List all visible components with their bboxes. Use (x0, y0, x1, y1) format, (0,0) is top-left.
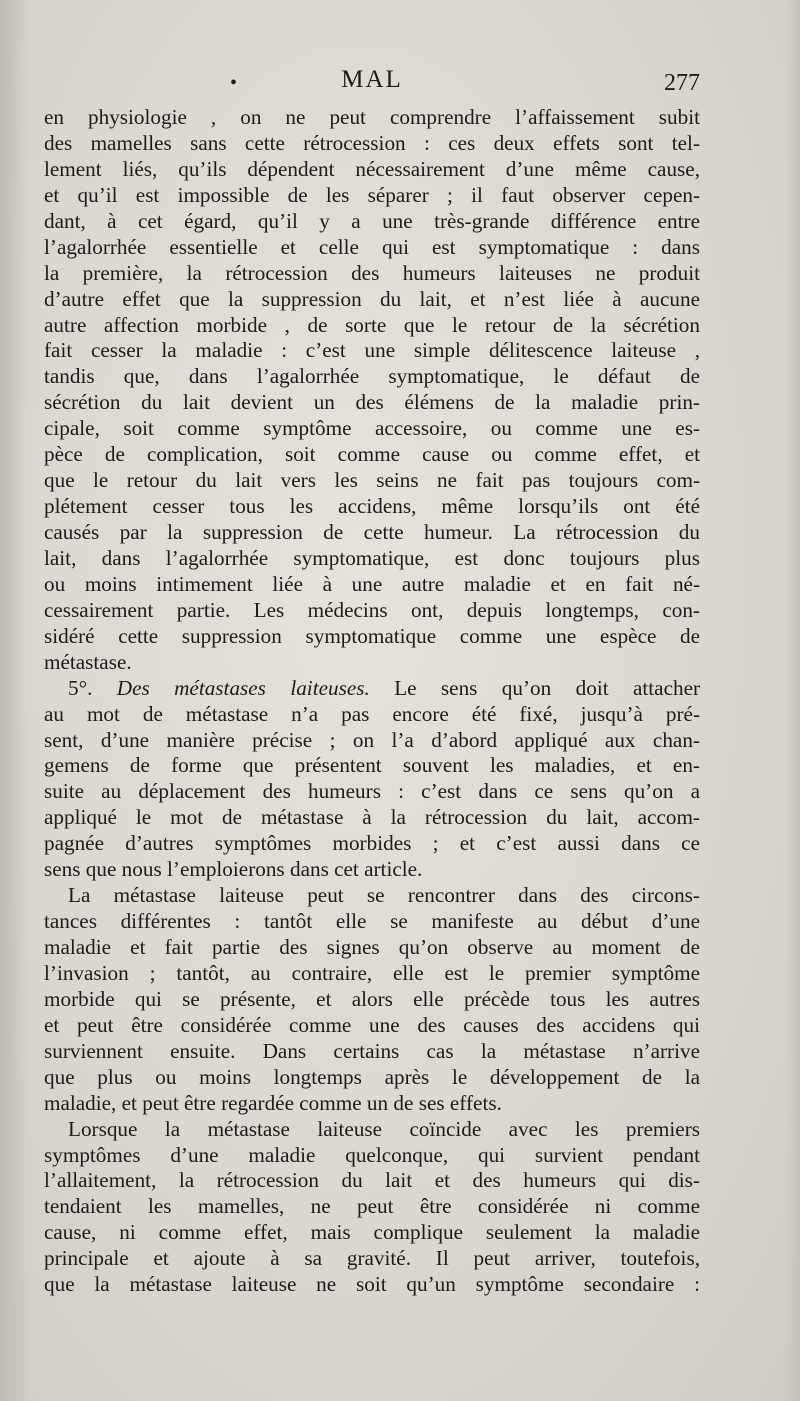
paragraph (44, 105, 700, 676)
text-line: ou moins intimement liée à une autre maladie et en fait né- (44, 571, 700, 596)
text-line: l’agalorrhée essentielle et celle qui est symptomatique : dans (44, 234, 700, 259)
text-line: pèce de complication, soit comme cause ou comme effet, et (44, 442, 700, 467)
text-line: plétement cesser tous les accidens, même lorsqu’ils ont été (44, 494, 700, 519)
section-heading: Des métastases laiteuses. (116, 675, 370, 700)
text-line: métastase. (44, 649, 132, 674)
text-line: suite au déplacement des humeurs : c’est dans ce sens qu’on a (44, 779, 700, 804)
page-number: 277 (664, 70, 700, 96)
text-line: lait, dans l’agalorrhée symptomatique, est donc toujours plus (44, 545, 700, 570)
text-line: causés par la suppression de cette humeur. La rétrocession du (44, 520, 700, 544)
section-heading-line (44, 676, 700, 702)
text-line: tances différentes : tantôt elle se manifeste au début d’une (44, 909, 700, 934)
text-line: que la métastase laiteuse ne soit qu’un symptôme secondaire : (44, 1272, 700, 1297)
text-line: sens que nous l’emploierons dans cet article. (44, 857, 423, 882)
text-line: maladie et fait partie des signes qu’on observe au moment de (44, 935, 700, 959)
text-line: l’invasion ; tantôt, au contraire, elle est le premier symptôme (44, 960, 700, 985)
paragraph (44, 883, 700, 1116)
text-line: principale et ajoute à sa gravité. Il peut arriver, toutefois, (44, 1246, 700, 1271)
text-line: sécrétion du lait devient un des élémens de la maladie prin- (44, 390, 700, 415)
text-line: sidéré cette suppression symptomatique comme une espèce de (44, 623, 700, 648)
text-line: l’allaitement, la rétrocession du lait et des humeurs qui dis- (44, 1168, 700, 1193)
page-edge (786, 0, 800, 1401)
text-line: lement liés, qu’ils dépendent nécessairement d’une même cause, (44, 156, 700, 181)
binding-shadow (0, 0, 30, 1401)
text-line: que le retour du lait vers les seins ne fait pas toujours com- (44, 468, 700, 493)
text-line: dant, à cet égard, qu’il y a une très-grande différence entre (44, 208, 700, 233)
paragraph (44, 676, 700, 884)
text-line: symptômes d’une maladie quelconque, qui survient pendant (44, 1142, 700, 1167)
text-line: et peut être considérée comme une des causes des accidens qui (44, 1012, 700, 1037)
text-line: des mamelles sans cette rétrocession : ces deux effets sont tel- (44, 130, 700, 155)
text-line: gemens de forme que présentent souvent les maladies, et en- (44, 753, 700, 778)
section-number: 5°. (68, 675, 93, 700)
text-line: cause, ni comme effet, mais complique seulement la maladie (44, 1220, 700, 1245)
text-line: morbide qui se présente, et alors elle précède tous les autres (44, 986, 700, 1011)
text-line: autre affection morbide , de sorte que le retour de la sécrétion (44, 312, 700, 337)
text-line: sent, d’une manière précise ; on l’a d’abord appliqué aux chan- (44, 727, 700, 752)
paragraph (44, 1117, 700, 1299)
text-line: d’autre effet que la suppression du lait, et n’est liée à aucune (44, 286, 700, 311)
text-line: en physiologie , on ne peut comprendre l’affaissement subit (44, 105, 700, 129)
text-line: au mot de métastase n’a pas encore été fixé, jusqu’à pré- (44, 701, 700, 726)
text-line: cipale, soit comme symptôme accessoire, ou comme une es- (44, 416, 700, 441)
page-body (44, 105, 700, 1298)
header-dot: • (230, 72, 238, 94)
text-line: surviennent ensuite. Dans certains cas la métastase n’arrive (44, 1038, 700, 1063)
text-line: maladie, et peut être regardée comme un de ses effets. (44, 1090, 502, 1115)
text-line: Lorsque la métastase laiteuse coïncide avec les premiers (68, 1116, 700, 1141)
running-title: MAL (341, 66, 403, 93)
text-line: que plus ou moins longtemps après le développement de la (44, 1064, 700, 1089)
text-line: cessairement partie. Les médecins ont, depuis longtemps, con- (44, 597, 700, 622)
text-line: La métastase laiteuse peut se rencontrer dans des circons- (68, 883, 700, 908)
running-header (44, 66, 700, 106)
text-line: appliqué le mot de métastase à la rétrocession du lait, accom- (44, 805, 700, 830)
text-line: tandis que, dans l’agalorrhée symptomatique, le défaut de (44, 364, 700, 389)
text-line: pagnée d’autres symptômes morbides ; et c’est aussi dans ce (44, 831, 700, 856)
text-line: la première, la rétrocession des humeurs laiteuses ne produit (44, 260, 700, 285)
text-span: Le sens qu’on doit attacher (394, 675, 700, 700)
text-line: et qu’il est impossible de les séparer ; il faut observer cepen- (44, 182, 700, 207)
text-line: tendaient les mamelles, ne peut être considérée ni comme (44, 1194, 700, 1219)
text-line: fait cesser la maladie : c’est une simple délitescence laiteuse , (44, 338, 700, 363)
